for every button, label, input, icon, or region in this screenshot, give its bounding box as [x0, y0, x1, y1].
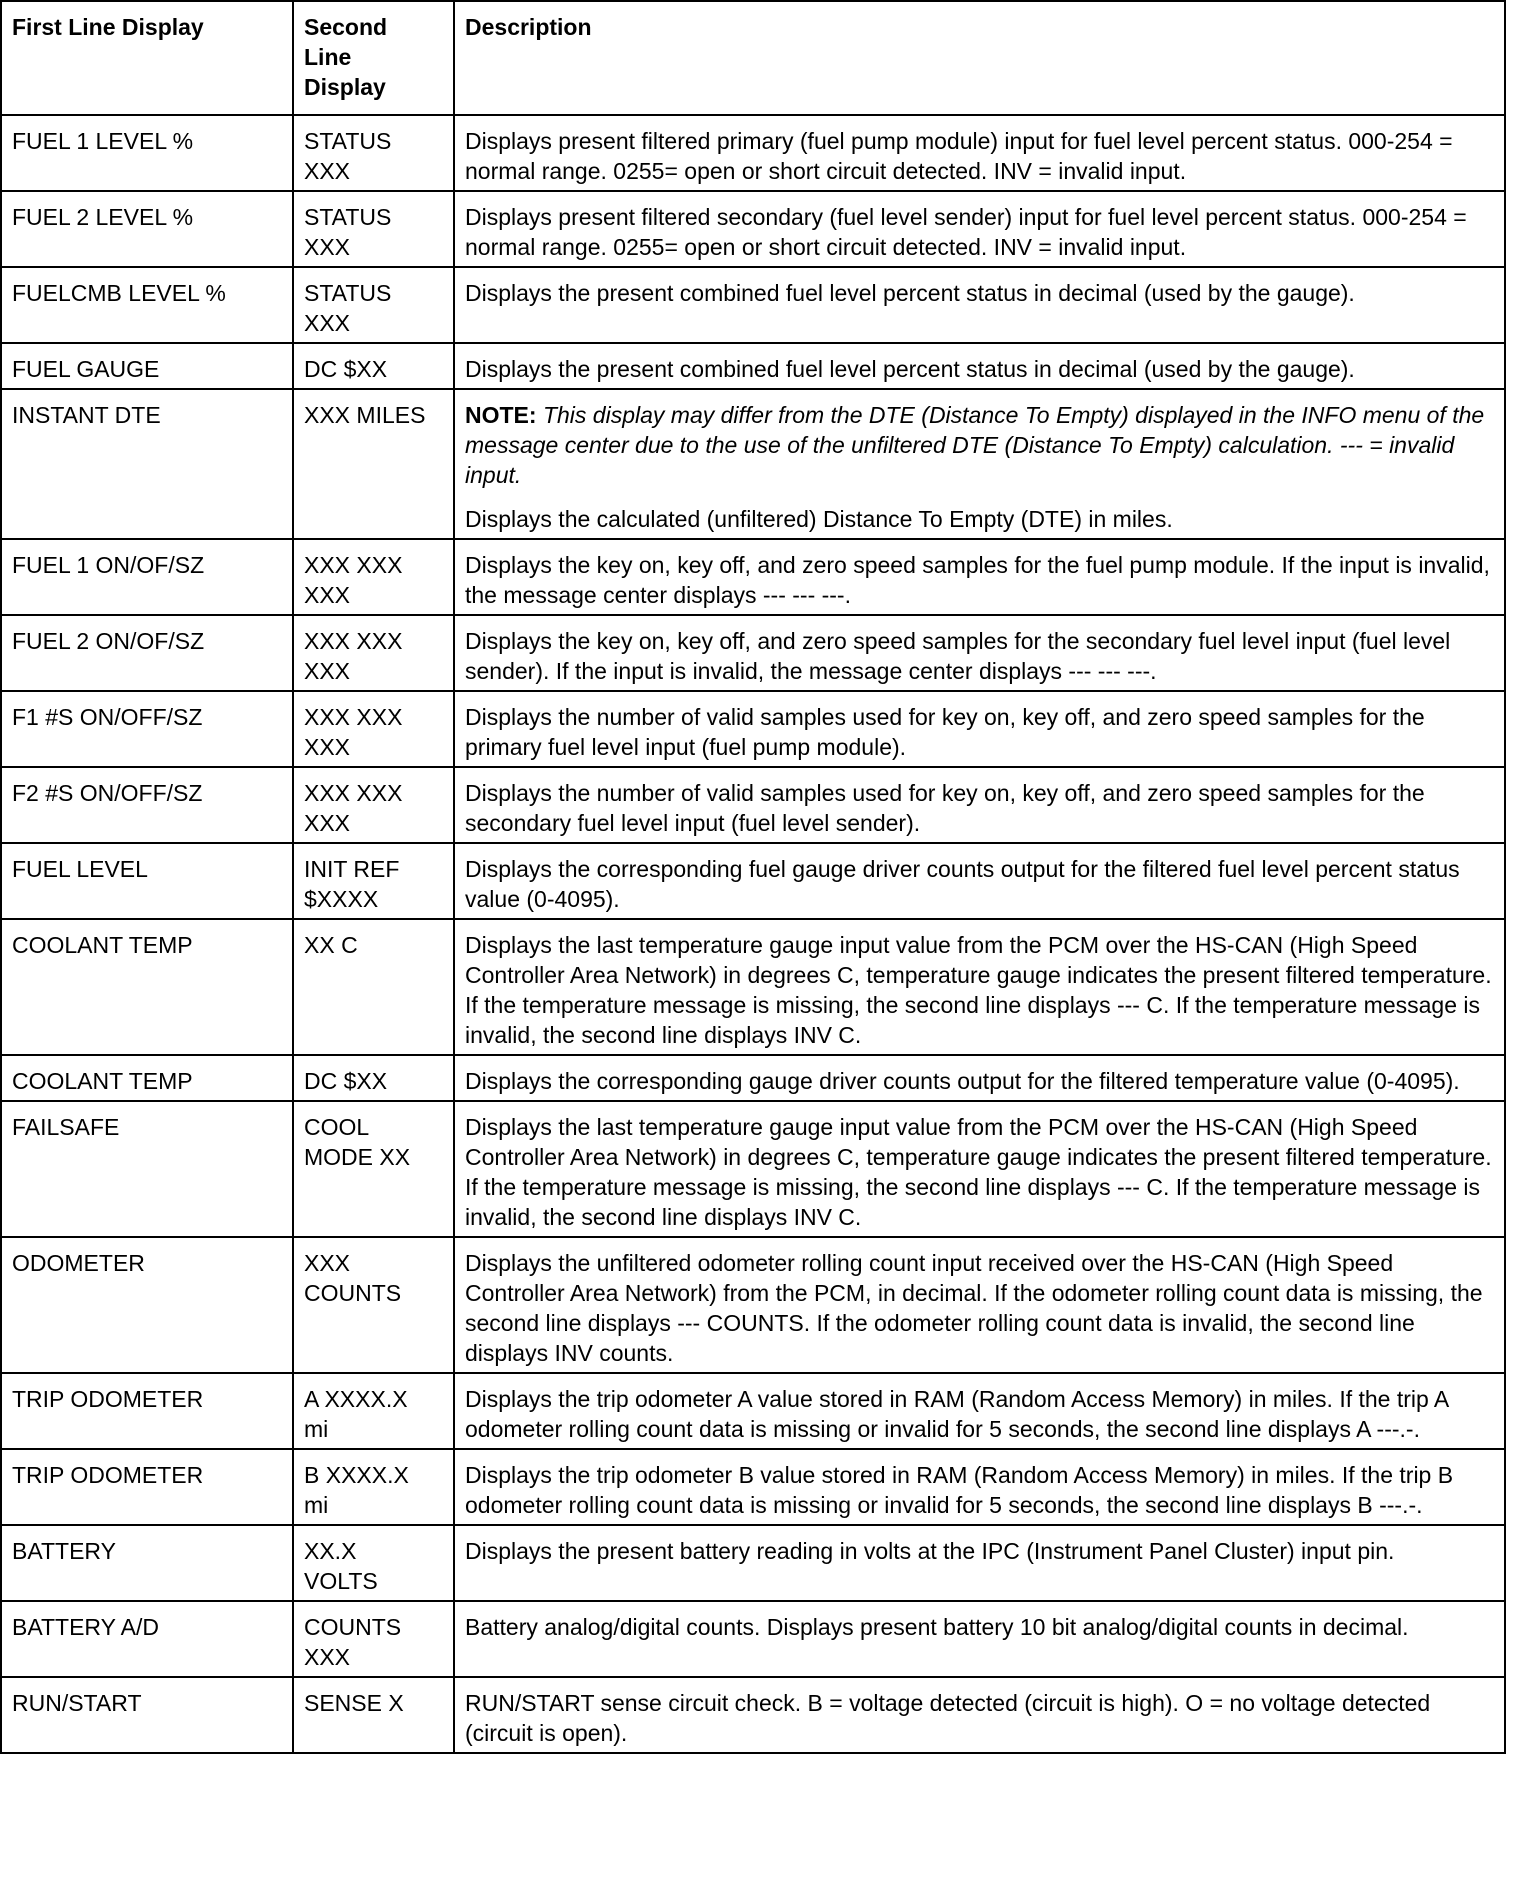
first-line-display-cell: BATTERY A/D — [1, 1601, 293, 1677]
table-row — [1, 1449, 1505, 1525]
second-line-display-cell: STATUS XXX — [293, 115, 454, 191]
first-line-display-cell: F2 #S ON/OFF/SZ — [1, 767, 293, 843]
first-line-display-cell: FUEL 1 LEVEL % — [1, 115, 293, 191]
description-cell — [454, 343, 1505, 389]
table-row — [1, 1677, 1505, 1753]
description-text: Displays the key on, key off, and zero speed samples for the fuel pump module. If the input is invalid, the message center displays --- --- ---. — [465, 552, 1490, 608]
second-line-display-cell: XX C — [293, 919, 454, 1055]
header-second-line-display: Second Line Display — [293, 1, 454, 115]
description-cell — [454, 1677, 1505, 1753]
description-text: Displays the trip odometer A value stored in RAM (Random Access Memory) in miles. If the trip A odometer rolling count data is missing or invalid for 5 seconds, the second line displays A ---.-. — [465, 1386, 1449, 1442]
first-line-display-cell: INSTANT DTE — [1, 389, 293, 539]
description-text: Displays the corresponding fuel gauge driver counts output for the filtered fuel level percent status value (0-4095). — [465, 856, 1460, 912]
table-row — [1, 1101, 1505, 1237]
second-line-display-cell: B XXXX.X mi — [293, 1449, 454, 1525]
first-line-display-cell: F1 #S ON/OFF/SZ — [1, 691, 293, 767]
second-line-display-cell: A XXXX.X mi — [293, 1373, 454, 1449]
first-line-display-cell: FAILSAFE — [1, 1101, 293, 1237]
first-line-display-cell: FUEL 2 LEVEL % — [1, 191, 293, 267]
table-row — [1, 191, 1505, 267]
table-row — [1, 389, 1505, 539]
first-line-display-cell: FUEL 1 ON/OF/SZ — [1, 539, 293, 615]
description-cell — [454, 1373, 1505, 1449]
description-text: Displays the last temperature gauge input value from the PCM over the HS-CAN (High Speed Controller Area Network) in degrees C, temperature gauge indicates the present filtered temperature. If the temperature message is missing, the second line displays --- C. If the temperature message is invalid, the second line displays INV C. — [465, 1114, 1492, 1230]
description-cell — [454, 1525, 1505, 1601]
table-row — [1, 267, 1505, 343]
note-block — [465, 400, 1494, 490]
description-text: Displays the number of valid samples used for key on, key off, and zero speed samples for the primary fuel level input (fuel pump module). — [465, 704, 1425, 760]
second-line-display-cell: XXX XXX XXX — [293, 691, 454, 767]
table-body — [1, 115, 1505, 1753]
header-first-line-display: First Line Display — [1, 1, 293, 115]
table-row — [1, 1055, 1505, 1101]
first-line-display-cell: TRIP ODOMETER — [1, 1373, 293, 1449]
second-line-display-cell: STATUS XXX — [293, 191, 454, 267]
second-line-display-cell: XXX MILES — [293, 389, 454, 539]
header-description: Description — [454, 1, 1505, 115]
first-line-display-cell: FUEL GAUGE — [1, 343, 293, 389]
description-text: Displays the present combined fuel level percent status in decimal (used by the gauge). — [465, 356, 1355, 382]
description-text: Displays the number of valid samples used for key on, key off, and zero speed samples for the secondary fuel level input (fuel level sender). — [465, 780, 1425, 836]
description-text: Displays the present battery reading in volts at the IPC (Instrument Panel Cluster) input pin. — [465, 1538, 1395, 1564]
second-line-display-cell: COUNTS XXX — [293, 1601, 454, 1677]
description-cell — [454, 1101, 1505, 1237]
description-text: Displays the last temperature gauge input value from the PCM over the HS-CAN (High Speed Controller Area Network) in degrees C, temperature gauge indicates the present filtered temperature. If the temperature message is missing, the second line displays --- C. If the temperature message is invalid, the second line displays INV C. — [465, 932, 1492, 1048]
table-row — [1, 539, 1505, 615]
description-text: Displays the corresponding gauge driver counts output for the filtered temperature value (0-4095). — [465, 1068, 1460, 1094]
description-cell — [454, 539, 1505, 615]
table-row — [1, 115, 1505, 191]
description-text: Displays present filtered secondary (fuel level sender) input for fuel level percent status. 000-254 = normal range. 0255= open or short circuit detected. INV = invalid input. — [465, 204, 1467, 260]
second-line-display-cell: SENSE X — [293, 1677, 454, 1753]
first-line-display-cell: FUELCMB LEVEL % — [1, 267, 293, 343]
description-text: Displays the key on, key off, and zero speed samples for the secondary fuel level input (fuel level sender). If the input is invalid, the message center displays --- --- ---. — [465, 628, 1451, 684]
table-row — [1, 691, 1505, 767]
first-line-display-cell: COOLANT TEMP — [1, 919, 293, 1055]
table-row — [1, 615, 1505, 691]
table-row — [1, 343, 1505, 389]
description-cell — [454, 1055, 1505, 1101]
first-line-display-cell: FUEL 2 ON/OF/SZ — [1, 615, 293, 691]
first-line-display-cell: TRIP ODOMETER — [1, 1449, 293, 1525]
description-cell — [454, 389, 1505, 539]
table-row — [1, 1237, 1505, 1373]
table-row — [1, 1525, 1505, 1601]
second-line-display-cell: DC $XX — [293, 343, 454, 389]
description-cell — [454, 267, 1505, 343]
description-cell — [454, 1237, 1505, 1373]
second-line-display-cell: DC $XX — [293, 1055, 454, 1101]
description-text: RUN/START sense circuit check. B = voltage detected (circuit is high). O = no voltage detected (circuit is open). — [465, 1690, 1431, 1746]
description-cell — [454, 919, 1505, 1055]
description-text: Displays the calculated (unfiltered) Distance To Empty (DTE) in miles. — [465, 506, 1173, 532]
description-text: Displays the unfiltered odometer rolling count input received over the HS-CAN (High Speed Controller Area Network) from the PCM, in decimal. If the odometer rolling count data is missing, the second line displays --- COUNTS. If the odometer rolling count data is invalid, the second line displays INV counts. — [465, 1250, 1483, 1366]
second-line-display-cell: XXX XXX XXX — [293, 767, 454, 843]
note-label: NOTE: — [465, 402, 537, 428]
table-row — [1, 919, 1505, 1055]
table-row — [1, 1373, 1505, 1449]
second-line-display-cell: XXX XXX XXX — [293, 539, 454, 615]
description-text: Displays present filtered primary (fuel pump module) input for fuel level percent status. 000-254 = normal range. 0255= open or short circuit detected. INV = invalid input. — [465, 128, 1453, 184]
description-cell — [454, 1449, 1505, 1525]
description-text: Displays the present combined fuel level percent status in decimal (used by the gauge). — [465, 280, 1355, 306]
first-line-display-cell: ODOMETER — [1, 1237, 293, 1373]
description-cell — [454, 615, 1505, 691]
first-line-display-cell: RUN/START — [1, 1677, 293, 1753]
second-line-display-cell: INIT REF $XXXX — [293, 843, 454, 919]
description-text: Displays the trip odometer B value stored in RAM (Random Access Memory) in miles. If the trip B odometer rolling count data is missing or invalid for 5 seconds, the second line displays B ---.-. — [465, 1462, 1454, 1518]
first-line-display-cell: FUEL LEVEL — [1, 843, 293, 919]
table-header-row — [1, 1, 1505, 115]
second-line-display-cell: XXX COUNTS — [293, 1237, 454, 1373]
table-row — [1, 1601, 1505, 1677]
description-cell — [454, 1601, 1505, 1677]
table-row — [1, 767, 1505, 843]
second-line-display-cell: XX.X VOLTS — [293, 1525, 454, 1601]
second-line-display-cell: STATUS XXX — [293, 267, 454, 343]
table-row — [1, 843, 1505, 919]
second-line-display-cell: XXX XXX XXX — [293, 615, 454, 691]
second-line-display-cell: COOL MODE XX — [293, 1101, 454, 1237]
description-cell — [454, 843, 1505, 919]
description-cell — [454, 767, 1505, 843]
note-text: This display may differ from the DTE (Distance To Empty) displayed in the INFO menu of the message center due to the use of the unfiltered DTE (Distance To Empty) calculation. --- = invalid input. — [465, 402, 1485, 488]
first-line-display-cell: COOLANT TEMP — [1, 1055, 293, 1101]
description-cell — [454, 191, 1505, 267]
description-cell — [454, 115, 1505, 191]
description-cell — [454, 691, 1505, 767]
first-line-display-cell: BATTERY — [1, 1525, 293, 1601]
description-text: Battery analog/digital counts. Displays present battery 10 bit analog/digital counts in decimal. — [465, 1614, 1409, 1640]
